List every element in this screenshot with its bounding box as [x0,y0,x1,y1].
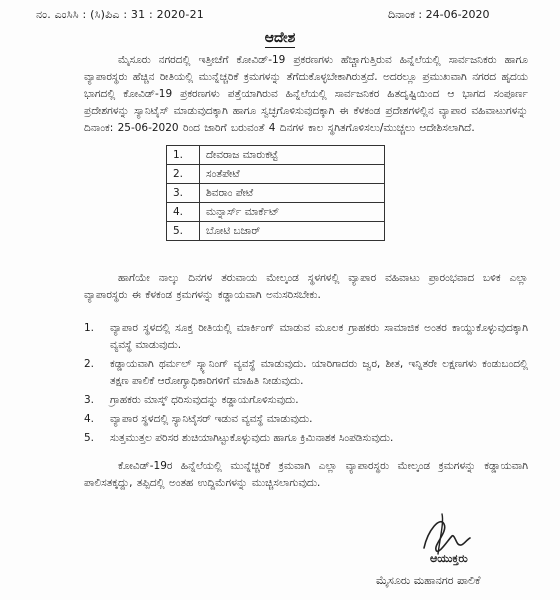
table-row [167,222,385,241]
place-number: 3. [167,184,200,203]
list-item [84,392,528,409]
table-row [167,203,385,222]
signatory-office: ಮೈಸೂರು ಮಹಾನಗರ ಪಾಲಿಕೆ [376,574,481,587]
place-name: ದೇವರಾಜ ಮಾರುಕಟ್ಟೆ [200,146,385,165]
place-number: 1. [167,146,200,165]
table-row [167,184,385,203]
rule-number: 3. [84,394,95,406]
list-item [84,320,528,354]
place-name: ಬೋಟಿ ಬಜಾರ್ [200,222,385,241]
table-row [167,165,385,184]
rules-list [84,320,528,449]
document-title [0,30,560,46]
place-name: ಮನ್ನಾರ್ಸ್ ಮಾರ್ಕೆಟ್ [200,203,385,222]
list-item [84,411,528,428]
rule-text: ಗ್ರಾಹಕರು ಮಾಸ್ಕ್ ಧರಿಸುವುದನ್ನು ಕಡ್ಡಾಯಗೊಳಿಸುವುದು. [110,394,299,406]
signatory-title: ಆಯುಕ್ತರು [430,552,468,565]
rule-number: 1. [84,322,95,334]
place-name: ಶಿವರಾಂ ಪೇಟೆ [200,184,385,203]
place-number: 5. [167,222,200,241]
rule-text: ವ್ಯಾಪಾರ ಸ್ಥಳದಲ್ಲಿ ಸೂಕ್ತ ರೀತಿಯಲ್ಲಿ ಮಾರ್ಕಿಂಗ್ ಮಾಡುವ ಮೂಲಕ ಗ್ರಾಹಕರು ಸಾಮಾಜಿಕ ಅಂತರ ಕಾಯ್ದುಕೊಳ್ಳುವುದಕ್ಕಾಗಿ ವ್ಯವಸ್ಥೆ ಮಾಡುವುದು. [110,322,528,351]
reference-number: ನಂ. ಎಂಸಿಸಿ : (ಸಿ)ಪಿಎ : 31 : 2020-21 [36,8,204,21]
rule-text: ಕಡ್ಡಾಯವಾಗಿ ಥರ್ಮಲ್ ಸ್ಕ್ಯಾನಿಂಗ್ ವ್ಯವಸ್ಥೆ ಮಾಡುವುದು. ಯಾರಿಗಾದರು ಜ್ವರ, ಶೀತ, ಇನ್ನಿತರೇ ಲಕ್ಷಣಗಳು ಕಂಡುಬಂದಲ್ಲಿ ತಕ್ಷಣ ಪಾಲಿಕೆ ಆರೋಗ್ಯಾಧಿಕಾರಿಗಳಿಗೆ ಮಾಹಿತಿ ನೀಡುವುದು. [110,358,528,387]
table-row [167,146,385,165]
rule-text: ಸುತ್ತಮುತ್ತಲ ಪರಿಸರ ಶುಚಿಯಾಗಿಟ್ಟುಕೊಳ್ಳುವುದು ಹಾಗೂ ಕ್ರಿಮಿನಾಶಕ ಸಿಂಪಡಿಸುವುದು. [110,432,394,444]
place-number: 2. [167,165,200,184]
rule-number: 2. [84,358,95,370]
order-date: ದಿನಾಂಕ : 24-06-2020 [388,8,490,21]
rule-text: ವ್ಯಾಪಾರ ಸ್ಥಳದಲ್ಲಿ ಸ್ಯಾನಿಟೈಸರ್ ಇಡುವ ವ್ಯವಸ್ಥೆ ಮಾಡುವುದು. [110,413,313,425]
second-paragraph-text: ಹಾಗೆಯೇ ನಾಲ್ಕು ದಿನಗಳ ತರುವಾಯ ಮೇಲ್ಕಂಡ ಸ್ಥಳಗಳಲ್ಲಿ ವ್ಯಾಪಾರ ವಹಿವಾಟು ಪ್ರಾರಂಭವಾದ ಬಳಿಕ ಎಲ್ಲಾ ವ್ಯಾಪಾರಸ್ಥರು ಈ ಕೆಳಕಂಡ ಕ್ರಮಗಳನ್ನು ಕಡ್ಡಾಯವಾಗಿ ಅನುಸರಿಸಬೇಕು. [84,272,528,301]
place-name: ಸಂತೆಪೇಟೆ [200,165,385,184]
second-paragraph [84,270,528,304]
intro-paragraph [84,52,528,137]
list-item [84,356,528,390]
document-title-text: ಆದೇಶ [264,30,296,46]
closing-paragraph-text: ಕೋವಿಡ್-19ರ ಹಿನ್ನೆಲೆಯಲ್ಲಿ ಮುನ್ನೆಚ್ಚರಿಕೆ ಕ್ರಮವಾಗಿ ಎಲ್ಲಾ ವ್ಯಾಪಾರಸ್ಥರು ಮೇಲ್ಕಂಡ ಕ್ರಮಗಳನ್ನು ಕಡ್ಡಾಯವಾಗಿ ಪಾಲಿಸತಕ್ಕದ್ದು, ತಪ್ಪಿದಲ್ಲಿ ಅಂತಹ ಉದ್ದಿಮೆಗಳನ್ನು ಮುಚ್ಚಿಸಲಾಗುವುದು. [84,460,528,489]
rule-number: 4. [84,413,95,425]
closed-places-table [166,145,385,241]
intro-paragraph-text: ಮೈಸೂರು ನಗರದಲ್ಲಿ ಇತ್ತೀಚೆಗೆ ಕೋವಿಡ್-19 ಪ್ರಕರಣಗಳು ಹೆಚ್ಚಾಗುತ್ತಿರುವ ಹಿನ್ನೆಲೆಯಲ್ಲಿ ಸಾರ್ವಜನಿಕರು ಹಾಗೂ ವ್ಯಾಪಾರಸ್ಥರು ಹೆಚ್ಚಿನ ರೀತಿಯಲ್ಲಿ ಮುನ್ನೆಚ್ಚರಿಕೆ ಕ್ರಮಗಳನ್ನು ತೆಗೆದುಕೊಳ್ಳಬೇಕಾಗಿರುತ್ತದೆ. ಅದರಲ್ಲೂ ಪ್ರಮುಖವಾಗಿ ನಗರದ ಹೃದಯ ಭಾಗದಲ್ಲಿ ಕೋವಿಡ್-19 ಪ್ರಕರಣಗಳು ಪತ್ತೆಯಾಗಿರುವ ಹಿನ್ನೆಲೆಯಲ್ಲಿ ಸಾರ್ವಜನಿಕರ ಹಿತದೃಷ್ಟಿಯಿಂದ ಆ ಭಾಗದ ಸಂಪೂರ್ಣ ಪ್ರದೇಶಗಳನ್ನು ಸ್ಯಾನಿಟೈಸ್ ಮಾಡುವುದಕ್ಕಾಗಿ ಹಾಗೂ ಸ್ವಚ್ಛಗೊಳಿಸುವುದಕ್ಕಾಗಿ ಈ ಕೆಳಕಂಡ ಪ್ರದೇಶಗಳಲ್ಲಿನ ವ್ಯಾಪಾರ ವಹಿವಾಟುಗಳನ್ನು ದಿನಾಂಕ: 25-06-2020 ರಿಂದ ಜಾರಿಗೆ ಬರುವಂತೆ 4 ದಿನಗಳ ಕಾಲ ಸ್ಥಗಿತಗೊಳಿಸಲು/ಮುಚ್ಚಲು ಆದೇಶಿಸಲಾಗಿದೆ. [84,54,528,134]
list-item [84,430,528,447]
closing-paragraph [84,458,528,492]
rule-number: 5. [84,432,95,444]
place-number: 4. [167,203,200,222]
